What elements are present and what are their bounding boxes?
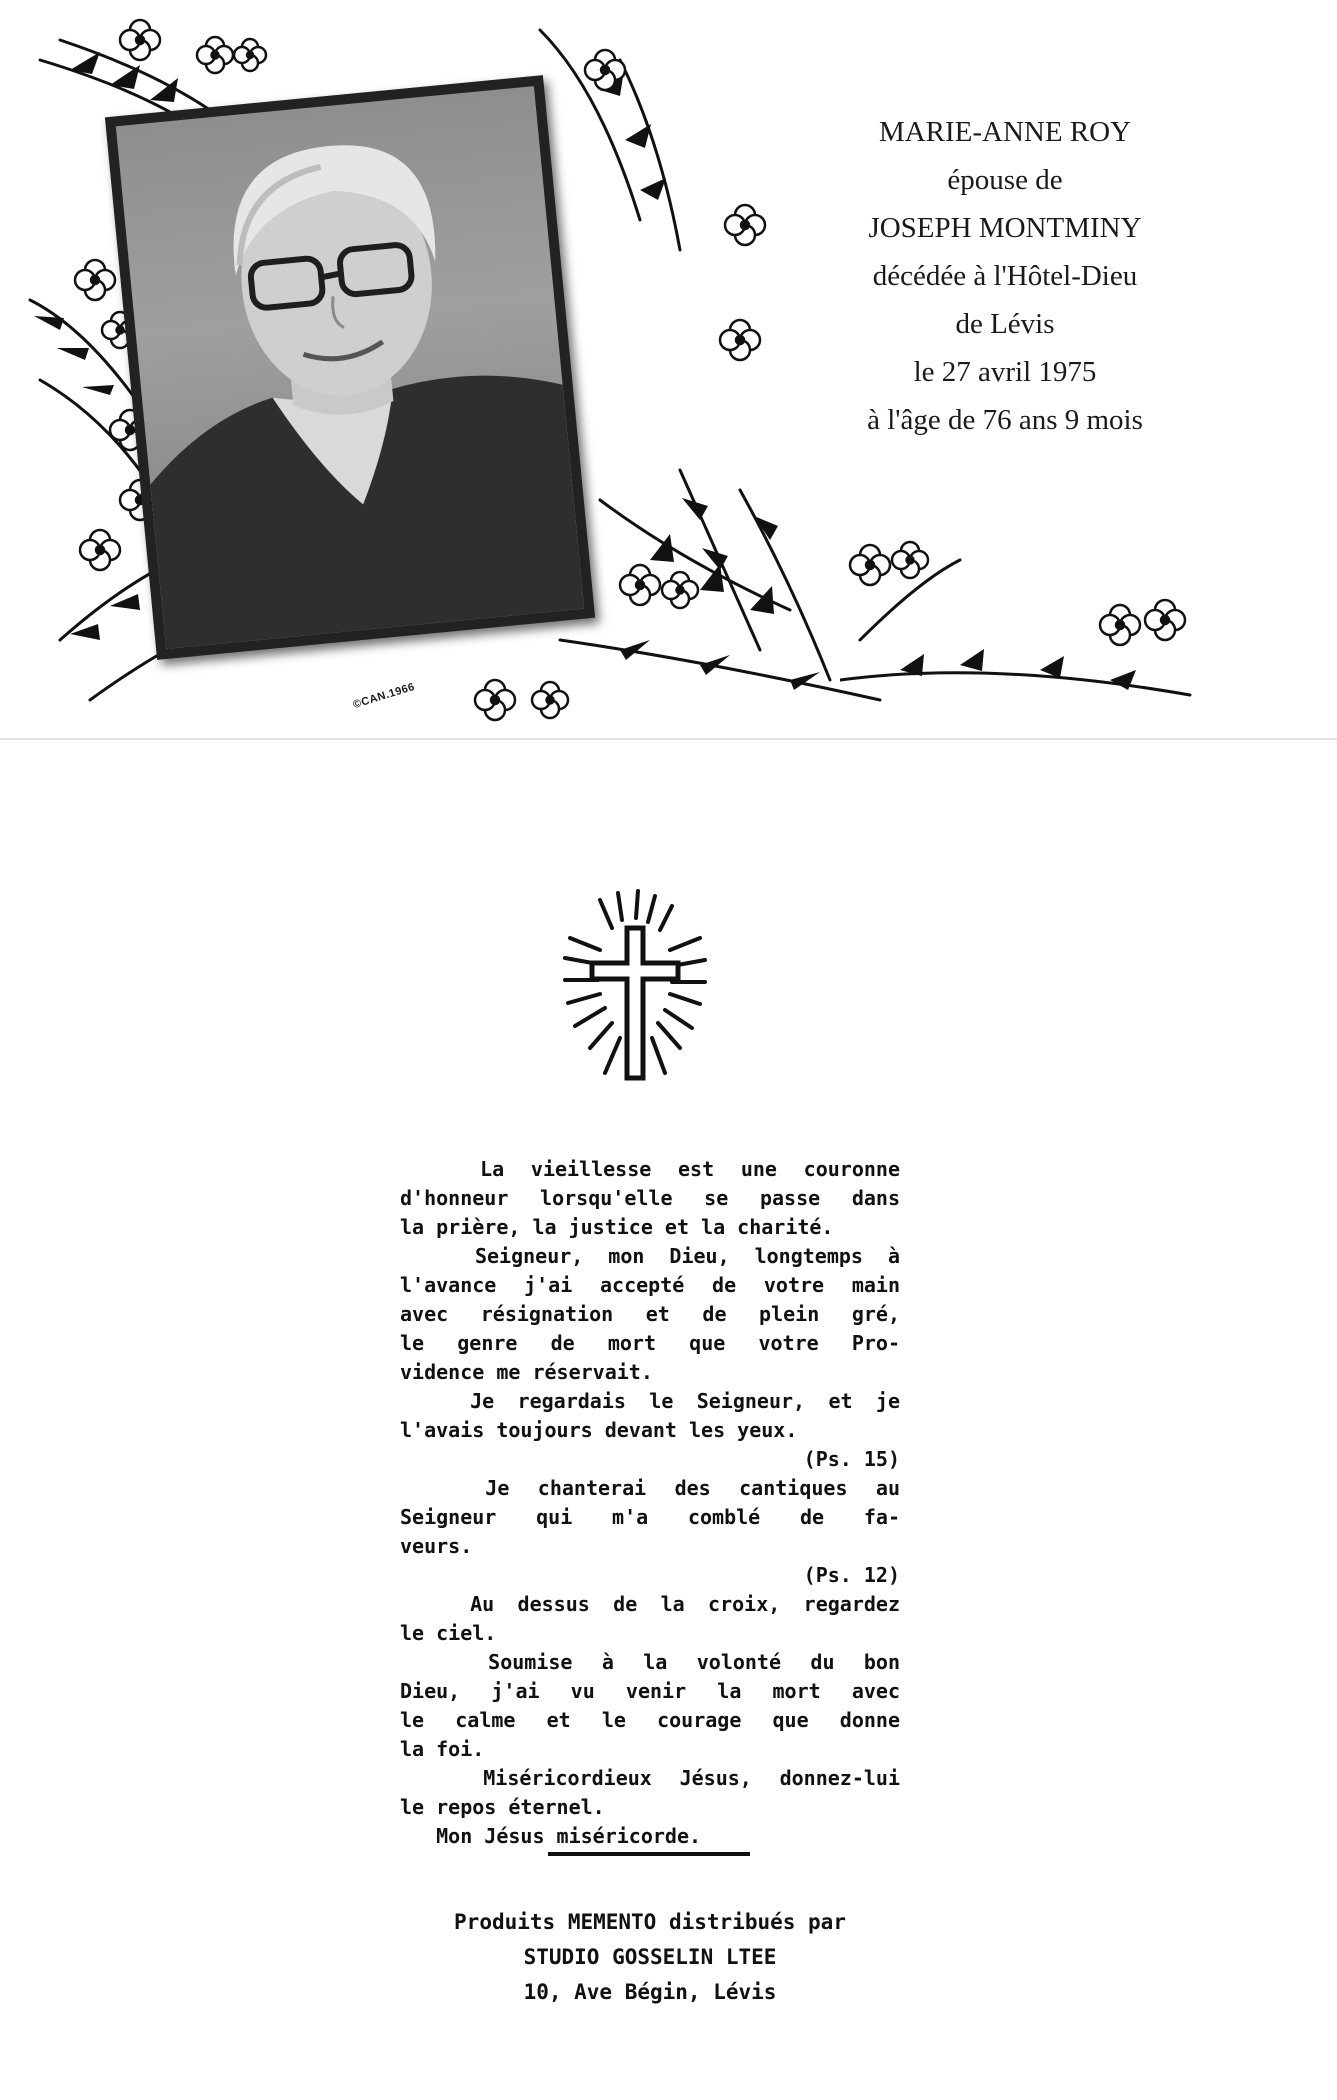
spouse-intro: épouse de [947,164,1063,196]
prayer-line: veurs. [400,1534,473,1558]
prayer-line: Seigneur qui m'a comblé de fa- [400,1505,900,1529]
prayer-line: Je regardais le Seigneur, et je [400,1389,900,1413]
death-date: le 27 avril 1975 [913,356,1097,388]
publisher-line3: 10, Ave Bégin, Lévis [523,1980,777,2004]
prayer-line: La vieillesse est une couronne [400,1157,900,1181]
memorial-card-front [0,0,1337,740]
prayer-line: Au dessus de la croix, regardez [400,1592,900,1616]
prayer-line: la foi. [400,1737,485,1761]
prayer-line: d'honneur lorsqu'elle se passe dans [400,1186,900,1210]
prayer-line: l'avais toujours devant les yeux. [400,1418,798,1442]
prayer-line: le genre de mort que votre Pro- [400,1331,900,1355]
prayer-line: Miséricordieux Jésus, donnez-lui [400,1766,900,1790]
prayer-line: la prière, la justice et la charité. [400,1215,834,1239]
floral-spray-right [840,520,1200,720]
copyright-mark: ©CAN.1966 [351,680,417,712]
prayer-line: Dieu, j'ai vu venir la mort avec [400,1679,900,1703]
death-place-line1: décédée à l'Hôtel-Dieu [872,260,1138,292]
prayer-line: l'avance j'ai accepté de votre main [400,1273,900,1297]
prayer-line: Je chanterai des cantiques au [400,1476,900,1500]
prayer-line: Soumise à la volonté du bon [400,1650,900,1674]
prayer-line: Seigneur, mon Dieu, longtemps à [400,1244,900,1268]
prayer-line: le repos éternel. [400,1795,605,1819]
portrait-photo [105,75,595,660]
psalm-reference: (Ps. 15) [803,1447,900,1471]
publisher-line2: STUDIO GOSSELIN LTEE [523,1945,777,1969]
death-place-line2: de Lévis [955,308,1055,340]
divider-rule [548,1852,750,1856]
prayer-line: avec résignation et de plein gré, [400,1302,900,1326]
prayer-line: le ciel. [400,1621,497,1645]
radiant-cross-icon [560,888,710,1088]
prayer-text [400,1155,900,1851]
publisher-line1: Produits MEMENTO distribués par [454,1910,846,1934]
prayer-line: vidence me réservait. [400,1360,653,1384]
prayer-line: Mon Jésus miséricorde. [400,1824,702,1848]
deceased-name: MARIE-ANNE ROY [878,116,1132,148]
spouse-name: JOSEPH MONTMINY [868,212,1142,244]
portrait-figure [116,86,584,649]
psalm-reference: (Ps. 12) [803,1563,900,1587]
publisher-imprint [380,1905,920,2010]
prayer-line: le calme et le courage que donne [400,1708,900,1732]
deceased-info [780,108,1230,444]
age-at-death: à l'âge de 76 ans 9 mois [867,404,1143,436]
